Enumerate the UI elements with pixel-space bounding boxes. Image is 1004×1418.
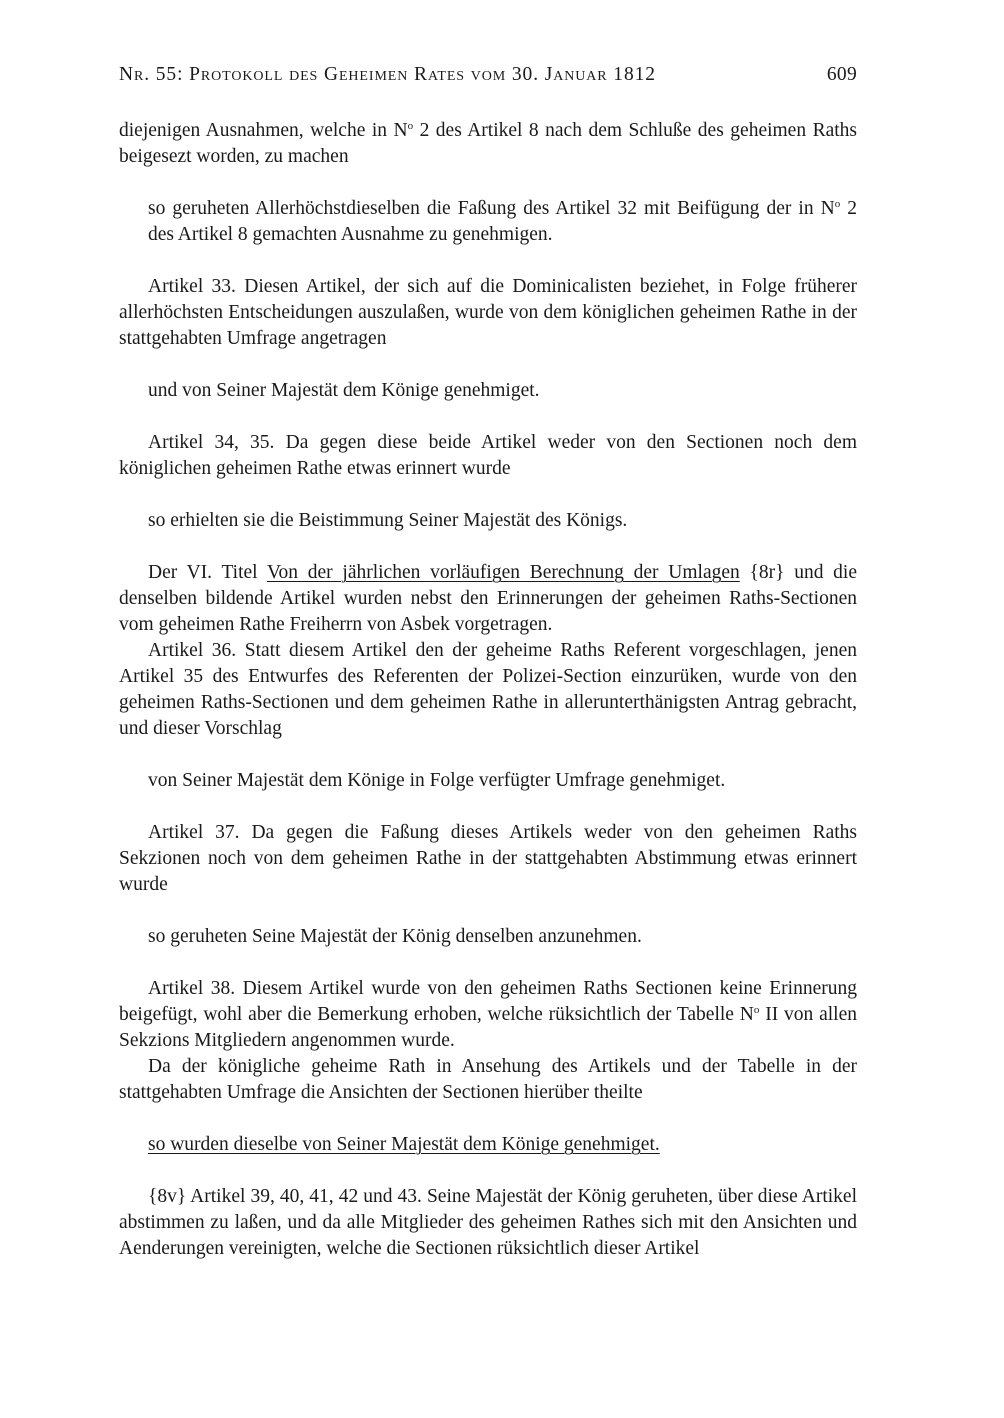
paragraph-5-artikel-34-35: Artikel 34, 35. Da gegen diese beide Artikel weder von den Sectionen noch dem königlichen geheimen Rathe etwas erinnert wurde (119, 432, 857, 479)
running-header-title: Nr. 55: Protokoll des Geheimen Rates vom 30. Januar 1812 (119, 64, 656, 85)
paragraph-12-text-a: Artikel 38. Diesem Artikel wurde von den geheimen Raths Sectionen keine Erinnerung beigefügt, wohl aber die Bemerkung erhoben, welche rüksichtlich der Tabelle N (119, 978, 857, 1025)
paragraph-8-artikel-36: Artikel 36. Statt diesem Artikel den der geheime Raths Referent vorgeschlagen, jenen Artikel 35 des Entwurfes des Referenten der Polizei-Section einzurüken, wurde von den geheimen Raths-Sectionen und dem geheimen Rathe in allerunterthänigsten Antrag gebracht, und dieser Vorschlag (119, 640, 857, 739)
paragraph-7-titel-vi (119, 560, 857, 638)
resolution-underlined: so wurden dieselbe von Seiner Majestät dem Könige genehmiget. (148, 1134, 660, 1155)
paragraph-13: Da der königliche geheime Rath in Ansehung des Artikels und der Tabelle in der stattgehabten Umfrage die Ansichten der Sectionen hierüber theilte (119, 1056, 857, 1103)
paragraph-1 (119, 118, 857, 170)
paragraph-1-text-a: diejenigen Ausnahmen, welche in N (119, 120, 408, 141)
paragraph-3-artikel-33: Artikel 33. Diesen Artikel, der sich auf die Dominicalisten beziehet, in Folge früherer allerhöchsten Entscheidungen auszulaßen, wurde von dem königlichen geheimen Rathe in der stattgehabten Umfrage angetragen (119, 276, 857, 349)
paragraph-10-artikel-37: Artikel 37. Da gegen die Faßung dieses Artikels weder von den geheimen Raths Sekzionen noch von dem geheimen Rathe in der stattgehabten Abstimmung etwas erinnert wurde (119, 822, 857, 895)
page-number: 609 (826, 64, 857, 85)
paragraph-2-text-a: so geruheten Allerhöchstdieselben die Faßung des Artikel 32 mit Beifügung der in N (148, 198, 835, 219)
running-header (119, 62, 857, 88)
paragraph-11-resolution: so geruheten Seine Majestät der König denselben anzunehmen. (148, 926, 642, 947)
numero-superscript: o (753, 1004, 760, 1016)
numero-superscript: o (407, 120, 414, 132)
paragraph-12-artikel-38 (119, 976, 857, 1054)
paragraph-9-resolution: von Seiner Majestät dem Könige in Folge verfügter Umfrage genehmiget. (148, 770, 726, 791)
paragraph-1-text-b: 2 des Artikel 8 nach dem Schluße des geheimen Raths beigesezt worden, zu machen (119, 120, 857, 167)
paragraph-2-text-b: 2 des Artikel 8 gemachten Ausnahme zu genehmigen. (148, 198, 857, 245)
paragraph-7-text-a: Der VI. Titel (148, 562, 267, 583)
paragraph-15-artikel-39-43: {8v} Artikel 39, 40, 41, 42 und 43. Seine Majestät der König geruheten, über diese Artikel abstimmen zu laßen, und da alle Mitglieder des geheimen Rathes sich mit den Ansichten und Aenderungen vereinigten, welche die Sectionen rüksichtlich dieser Artikel (119, 1186, 857, 1259)
paragraph-14-resolution (119, 1132, 857, 1158)
document-page (119, 62, 857, 1262)
paragraph-6-resolution: so erhielten sie die Beistimmung Seiner Majestät des Königs. (148, 510, 628, 531)
numero-superscript: o (834, 198, 841, 210)
paragraph-12-text-b: II von allen Sekzions Mitgliedern angenommen wurde. (119, 1004, 857, 1051)
paragraph-7-text-b: {8r} und die denselben bildende Artikel wurden nebst den Erinnerungen der geheimen Raths-Sectionen vom geheimen Rathe Freiherrn von Asbek vorgetragen. (119, 562, 857, 635)
paragraph-2-resolution (119, 196, 857, 248)
title-underlined: Von der jährlichen vorläufigen Berechnung der Umlagen (266, 562, 740, 583)
paragraph-4-resolution: und von Seiner Majestät dem Könige genehmiget. (148, 380, 540, 401)
